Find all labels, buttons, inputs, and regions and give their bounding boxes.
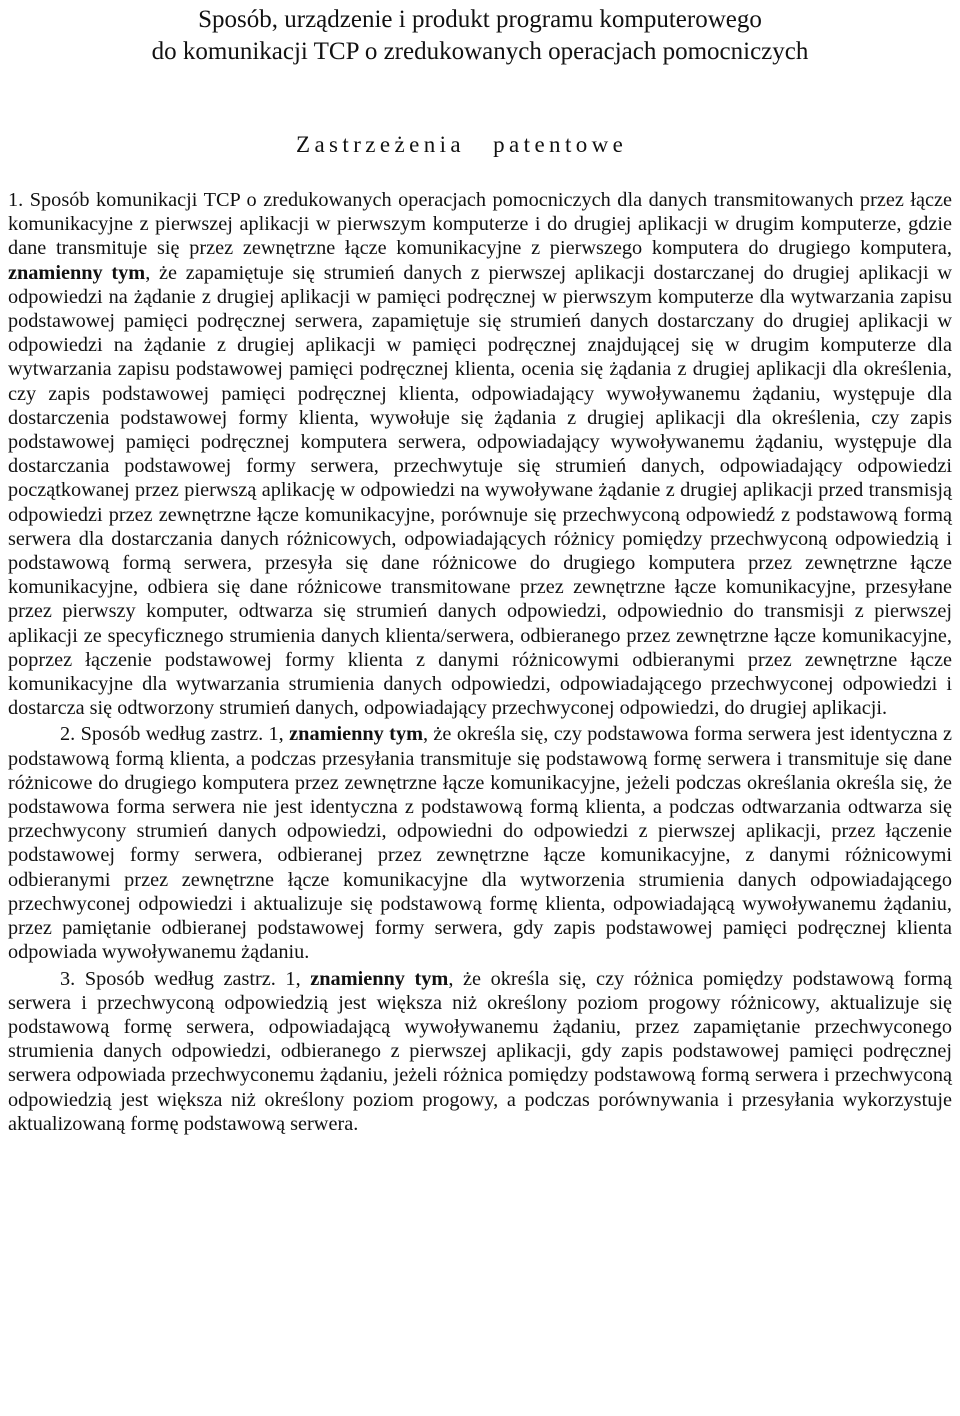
claim-number: 3. — [60, 967, 76, 990]
claim-3 — [8, 967, 952, 1136]
claim-2 — [8, 722, 952, 964]
claim-number: 2. — [60, 723, 76, 746]
title-line-1: Sposób, urządzenie i produkt programu komputerowego — [198, 6, 762, 33]
claims-list — [8, 188, 952, 1136]
claim-1 — [8, 188, 952, 720]
claim-text: Sposób według zastrz. 1, — [80, 723, 284, 746]
claim-text-continued: , że określa się, czy różnica pomiędzy podstawową formą serwera i przechwyconą odpowiedzią jest większa niż określony poziom progowy różnicowy, aktualizuje się podstawową formę serwera, odpowiadającą wywoływanemu żądaniu, przez zapamiętanie przechwyconego strumienia danych odpowiedzi, odbieranego z pierwszej aplikacji, gdy zapis podstawowej pamięci podręcznej serwera odpowiada przechwyconemu żądaniu, jeżeli różnica pomiędzy podstawową formą serwera i przechwyconą odpowiedzią jest większa niż określony poziom progowy, a podczas porównywania i przesyłania wykorzystuje aktualizowaną formę podstawową serwera. — [8, 967, 952, 1135]
claim-characterizing-phrase: znamienny tym — [289, 723, 423, 746]
claim-text-continued: , że zapamiętuje się strumień danych z pierwszej aplikacji dostarczanej do drugiej aplikacji w odpowiedzi na żądanie z drugiej aplikacji w pamięci podręcznej w pierwszym komputerze dla wytwarzania zapisu podstawowej pamięci podręcznej serwera, zapamiętuje się strumień danych dostarczany do drugiej aplikacji w odpowiedzi na żądanie z drugiej aplikacji w pamięci podręcznej znajdującej się w drugim komputerze dla wytwarzania zapisu podstawowej pamięci podręcznej klienta, ocenia się żądania z drugiej aplikacji dla określenia, czy zapis podstawowej pamięci podręcznej klienta, odpowiadający wywoływanemu żądaniu, występuje dla dostarczenia podstawowej formy klienta, wywołuje się żądania z drugiej aplikacji dla określenia, czy zapis podstawowej pamięci podręcznej komputera serwera, odpowiadający wywoływanemu żądaniu, występuje dla dostarczania podstawowej formy serwera, przechwytuje się strumień danych, odpowiadający odpowiedzi początkowanej przez pierwszą aplikację w odpowiedzi na wywoływane żądanie z drugiej aplikacji przed transmisją odpowiedzi przez zewnętrzne łącze komunikacyjne, porównuje się przechwyconą odpowiedź z podstawową formą serwera dla dostarczania danych różnicowych, odpowiadających różnicy pomiędzy przechwyconą odpowiedzią i podstawową formą serwera, przesyła się dane różnicowe do drugiego komputera przez zewnętrzne łącze komunikacyjne, odbiera się dane różnicowe transmitowane przez zewnętrzne łącze komunikacyjne, przesyłane przez pierwszy komputer, odtwarza się strumień danych odpowiedzi, odpowiednio do transmisji z pierwszej aplikacji ze specyficznego strumienia danych klienta/serwera, odbieranego przez zewnętrzne łącze komunikacyjne, poprzez łączenie podstawowej formy klienta z danymi różnicowymi odbieranymi przez zewnętrzne łącze komunikacyjne dla wytwarzania strumienia danych odpowiedzi, odpowiadającego przechwyconej odpowiedzi i dostarcza się odtworzony strumień danych, odpowiadający przechwyconej odpowiedzi, do drugiej aplikacji. — [8, 261, 952, 720]
claim-text: Sposób komunikacji TCP o zredukowanych operacjach pomocniczych dla danych transmitowanych przez łącze komunikacyjne z pierwszej aplikacji w pierwszym komputerze i do drugiej aplikacji w drugim komputerze, gdzie dane transmituje się przez zewnętrzne łącze komunikacyjne z pierwszego komputera do drugiego komputera, — [8, 189, 952, 260]
title-line-2: do komunikacji TCP o zredukowanych operacjach pomocniczych — [151, 38, 809, 65]
claim-characterizing-phrase: znamienny tym — [8, 261, 146, 284]
document-title — [0, 4, 960, 68]
claim-text-continued: , że określa się, czy podstawowa forma serwera jest identyczna z podstawową formą klienta, a podczas przesyłania transmituje się podstawową formę serwera i transmituje się dane różnicowe do drugiego komputera przez zewnętrzne łącze komunikacyjne, jeżeli podczas określania określa się, że podstawowa forma serwera nie jest identyczna z podstawową formą klienta, a podczas odtwarzania odtwarza się przechwycony strumień danych odpowiedzi, odpowiedni do odpowiedzi z pierwszej aplikacji, przez łączenie podstawowej formy serwera, odbieranej przez zewnętrzne łącze komunikacyjne, z danymi różnicowymi odbieranymi przez zewnętrzne łącze komunikacyjne dla wytworzenia strumienia danych odpowiadającego przechwyconej odpowiedzi i aktualizuje się podstawową formę klienta, odpowiadającą wywoływanemu żądaniu, przez pamiętanie odbieranej podstawowej formy serwera, gdy zapis podstawowej pamięci podręcznej klienta odpowiada wywoływanemu żądaniu. — [8, 723, 953, 964]
claim-text: Sposób według zastrz. 1, — [84, 967, 301, 990]
section-heading: Zastrzeżenia patentowe — [296, 132, 628, 157]
claim-number: 1. — [8, 189, 24, 211]
claim-characterizing-phrase: znamienny tym — [310, 967, 449, 990]
